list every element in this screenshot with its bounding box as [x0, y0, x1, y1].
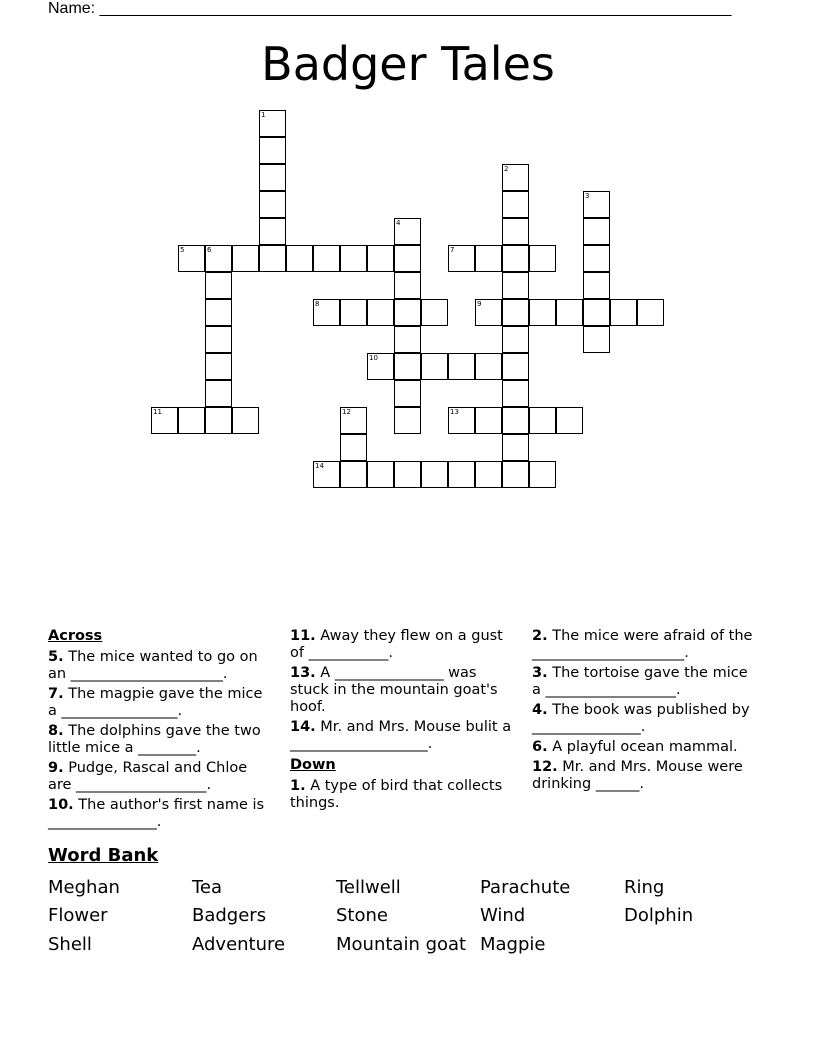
word-bank-word: Parachute: [480, 877, 571, 898]
crossword-cell[interactable]: [502, 353, 529, 380]
crossword-cell[interactable]: [556, 299, 583, 326]
crossword-cell[interactable]: [583, 326, 610, 353]
crossword-cell[interactable]: [205, 353, 232, 380]
clue-across-14: [290, 719, 518, 753]
clue-down-12: [532, 759, 758, 793]
crossword-cell[interactable]: [583, 218, 610, 245]
crossword-cell[interactable]: [583, 191, 610, 218]
clue-number: 3.: [532, 665, 548, 681]
crossword-cell[interactable]: [637, 299, 664, 326]
clue-number-label: 9: [477, 300, 482, 308]
clue-number: 12.: [532, 759, 558, 775]
word-bank-word: Shell: [48, 934, 92, 955]
clue-number-label: 1: [261, 111, 266, 119]
crossword-cell[interactable]: [286, 245, 313, 272]
clue-number-label: 5: [180, 246, 185, 254]
word-bank-word: Tellwell: [336, 877, 401, 898]
crossword-cell[interactable]: [205, 380, 232, 407]
crossword-cell[interactable]: [421, 353, 448, 380]
clues-column-3: [532, 628, 758, 796]
crossword-cell[interactable]: [475, 353, 502, 380]
crossword-cell[interactable]: [367, 353, 394, 380]
crossword-cell[interactable]: [259, 164, 286, 191]
crossword-cell[interactable]: [502, 326, 529, 353]
crossword-cell[interactable]: [340, 299, 367, 326]
crossword-cell[interactable]: [502, 380, 529, 407]
clue-across-13: [290, 665, 518, 716]
crossword-cell[interactable]: [394, 461, 421, 488]
crossword-cell[interactable]: [259, 245, 286, 272]
crossword-cell[interactable]: [205, 326, 232, 353]
crossword-cell[interactable]: [475, 245, 502, 272]
crossword-cell[interactable]: [313, 299, 340, 326]
clue-across-11: [290, 628, 518, 662]
crossword-cell[interactable]: [340, 434, 367, 461]
crossword-cell[interactable]: [205, 245, 232, 272]
crossword-cell[interactable]: [502, 461, 529, 488]
crossword-cell[interactable]: [394, 218, 421, 245]
clue-number: 6.: [532, 739, 548, 755]
clue-text: The dolphins gave the two little mice a ________.: [48, 723, 261, 756]
crossword-cell[interactable]: [502, 407, 529, 434]
clue-text: A _______________ was stuck in the mountain goat's hoof.: [290, 665, 498, 715]
clue-number-label: 8: [315, 300, 320, 308]
clue-text: Mr. and Mrs. Mouse were drinking ______.: [532, 759, 743, 792]
word-bank-word: Badgers: [192, 905, 267, 926]
word-bank-word: Meghan: [48, 877, 120, 898]
crossword-cell[interactable]: [502, 272, 529, 299]
clue-text: Mr. and Mrs. Mouse bulit a ___________________.: [290, 719, 512, 752]
clue-down-2: [532, 628, 758, 662]
clue-number-label: 4: [396, 219, 401, 227]
clue-number: 10.: [48, 797, 74, 813]
crossword-cell[interactable]: [151, 407, 178, 434]
clue-down-6: [532, 739, 758, 756]
crossword-cell[interactable]: [232, 245, 259, 272]
crossword-cell[interactable]: [448, 353, 475, 380]
clue-text: The mice were afraid of the _____________________.: [532, 628, 753, 661]
crossword-cell[interactable]: [259, 137, 286, 164]
clue-number: 2.: [532, 628, 548, 644]
crossword-cell[interactable]: [502, 245, 529, 272]
crossword-cell[interactable]: [475, 461, 502, 488]
crossword-cell[interactable]: [178, 407, 205, 434]
clue-number: 7.: [48, 686, 64, 702]
crossword-cell[interactable]: [502, 191, 529, 218]
crossword-cell[interactable]: [475, 407, 502, 434]
down-header: Down: [290, 757, 336, 773]
clue-text: The tortoise gave the mice a __________________.: [532, 665, 748, 698]
clue-number-label: 12: [342, 408, 351, 416]
clue-text: Pudge, Rascal and Chloe are __________________.: [48, 760, 248, 793]
crossword-cell[interactable]: [394, 245, 421, 272]
clue-across-8: [48, 723, 274, 757]
clue-number-label: 14: [315, 462, 324, 470]
crossword-cell[interactable]: [313, 461, 340, 488]
crossword-cell[interactable]: [421, 299, 448, 326]
clue-number-label: 6: [207, 246, 212, 254]
crossword-cell[interactable]: [313, 245, 340, 272]
word-bank-word: Dolphin: [624, 905, 694, 926]
crossword-cell[interactable]: [583, 272, 610, 299]
word-bank-word: Ring: [624, 877, 665, 898]
crossword-cell[interactable]: [583, 299, 610, 326]
clue-number: 11.: [290, 628, 316, 644]
across-header: Across: [48, 628, 103, 644]
crossword-cell[interactable]: [529, 407, 556, 434]
clue-text: The author's first name is _______________.: [48, 797, 265, 830]
crossword-cell[interactable]: [340, 407, 367, 434]
crossword-cell[interactable]: [367, 245, 394, 272]
crossword-cell[interactable]: [340, 245, 367, 272]
crossword-cell[interactable]: [394, 380, 421, 407]
word-bank-word: Adventure: [192, 934, 286, 955]
crossword-cell[interactable]: [529, 245, 556, 272]
crossword-cell[interactable]: [448, 461, 475, 488]
crossword-cell[interactable]: [205, 299, 232, 326]
clue-number-label: 13: [450, 408, 459, 416]
clue-number-label: 10: [369, 354, 378, 362]
clue-number: 14.: [290, 719, 316, 735]
crossword-cell[interactable]: [610, 299, 637, 326]
crossword-cell[interactable]: [259, 191, 286, 218]
crossword-cell[interactable]: [394, 299, 421, 326]
crossword-cell[interactable]: [448, 245, 475, 272]
clue-number: 1.: [290, 778, 306, 794]
word-bank-title: Word Bank: [48, 845, 159, 866]
page-title: Badger Tales: [261, 37, 555, 91]
crossword-cell[interactable]: [205, 272, 232, 299]
crossword-cell[interactable]: [232, 407, 259, 434]
clue-text: Away they flew on a gust of ___________.: [290, 628, 503, 661]
clue-down-4: [532, 702, 758, 736]
clue-down-1: [290, 778, 518, 812]
name-field[interactable]: Name: _______________________________________________________________________: [48, 0, 732, 17]
word-bank-word: Tea: [192, 877, 223, 898]
word-bank-word: Wind: [480, 905, 526, 926]
crossword-cell[interactable]: [502, 164, 529, 191]
crossword-cell[interactable]: [502, 299, 529, 326]
crossword-cell[interactable]: [367, 299, 394, 326]
crossword-cell[interactable]: [205, 407, 232, 434]
crossword-grid: [0, 0, 816, 520]
crossword-cell[interactable]: [556, 407, 583, 434]
word-bank-word: Stone: [336, 905, 388, 926]
clue-text: The book was published by _______________.: [532, 702, 750, 735]
crossword-cell[interactable]: [448, 407, 475, 434]
clue-number: 9.: [48, 760, 64, 776]
clue-down-3: [532, 665, 758, 699]
clue-number-label: 11: [153, 408, 162, 416]
clue-number: 13.: [290, 665, 316, 681]
crossword-cell[interactable]: [394, 326, 421, 353]
crossword-cell[interactable]: [475, 299, 502, 326]
crossword-cell[interactable]: [340, 461, 367, 488]
clue-number: 8.: [48, 723, 64, 739]
clue-text: The mice wanted to go on an _____________________.: [48, 649, 258, 682]
clue-across-7: [48, 686, 274, 720]
clue-text: A playful ocean mammal.: [552, 739, 738, 755]
crossword-cell[interactable]: [502, 218, 529, 245]
clues-column-2: [290, 628, 518, 815]
crossword-cell[interactable]: [394, 407, 421, 434]
crossword-cell[interactable]: [529, 461, 556, 488]
crossword-cell[interactable]: [583, 245, 610, 272]
clue-number-label: 2: [504, 165, 509, 173]
word-bank-word: Mountain goat: [336, 934, 467, 955]
crossword-cell[interactable]: [394, 353, 421, 380]
crossword-cell[interactable]: [178, 245, 205, 272]
clues-column-1: [48, 628, 274, 834]
clue-across-5: [48, 649, 274, 683]
clue-text: A type of bird that collects things.: [290, 778, 503, 811]
crossword-cell[interactable]: [259, 218, 286, 245]
crossword-cell[interactable]: [367, 461, 394, 488]
clue-number-label: 3: [585, 192, 590, 200]
word-bank-word: Flower: [48, 905, 108, 926]
clue-number: 5.: [48, 649, 64, 665]
crossword-cell[interactable]: [421, 461, 448, 488]
crossword-cell[interactable]: [394, 272, 421, 299]
crossword-cell[interactable]: [259, 110, 286, 137]
clue-across-9: [48, 760, 274, 794]
clue-number: 4.: [532, 702, 548, 718]
word-bank-word: Magpie: [480, 934, 546, 955]
clue-number-label: 7: [450, 246, 455, 254]
clue-text: The magpie gave the mice a ________________.: [48, 686, 263, 719]
crossword-cell[interactable]: [502, 434, 529, 461]
crossword-cell[interactable]: [529, 299, 556, 326]
clue-across-10: [48, 797, 274, 831]
